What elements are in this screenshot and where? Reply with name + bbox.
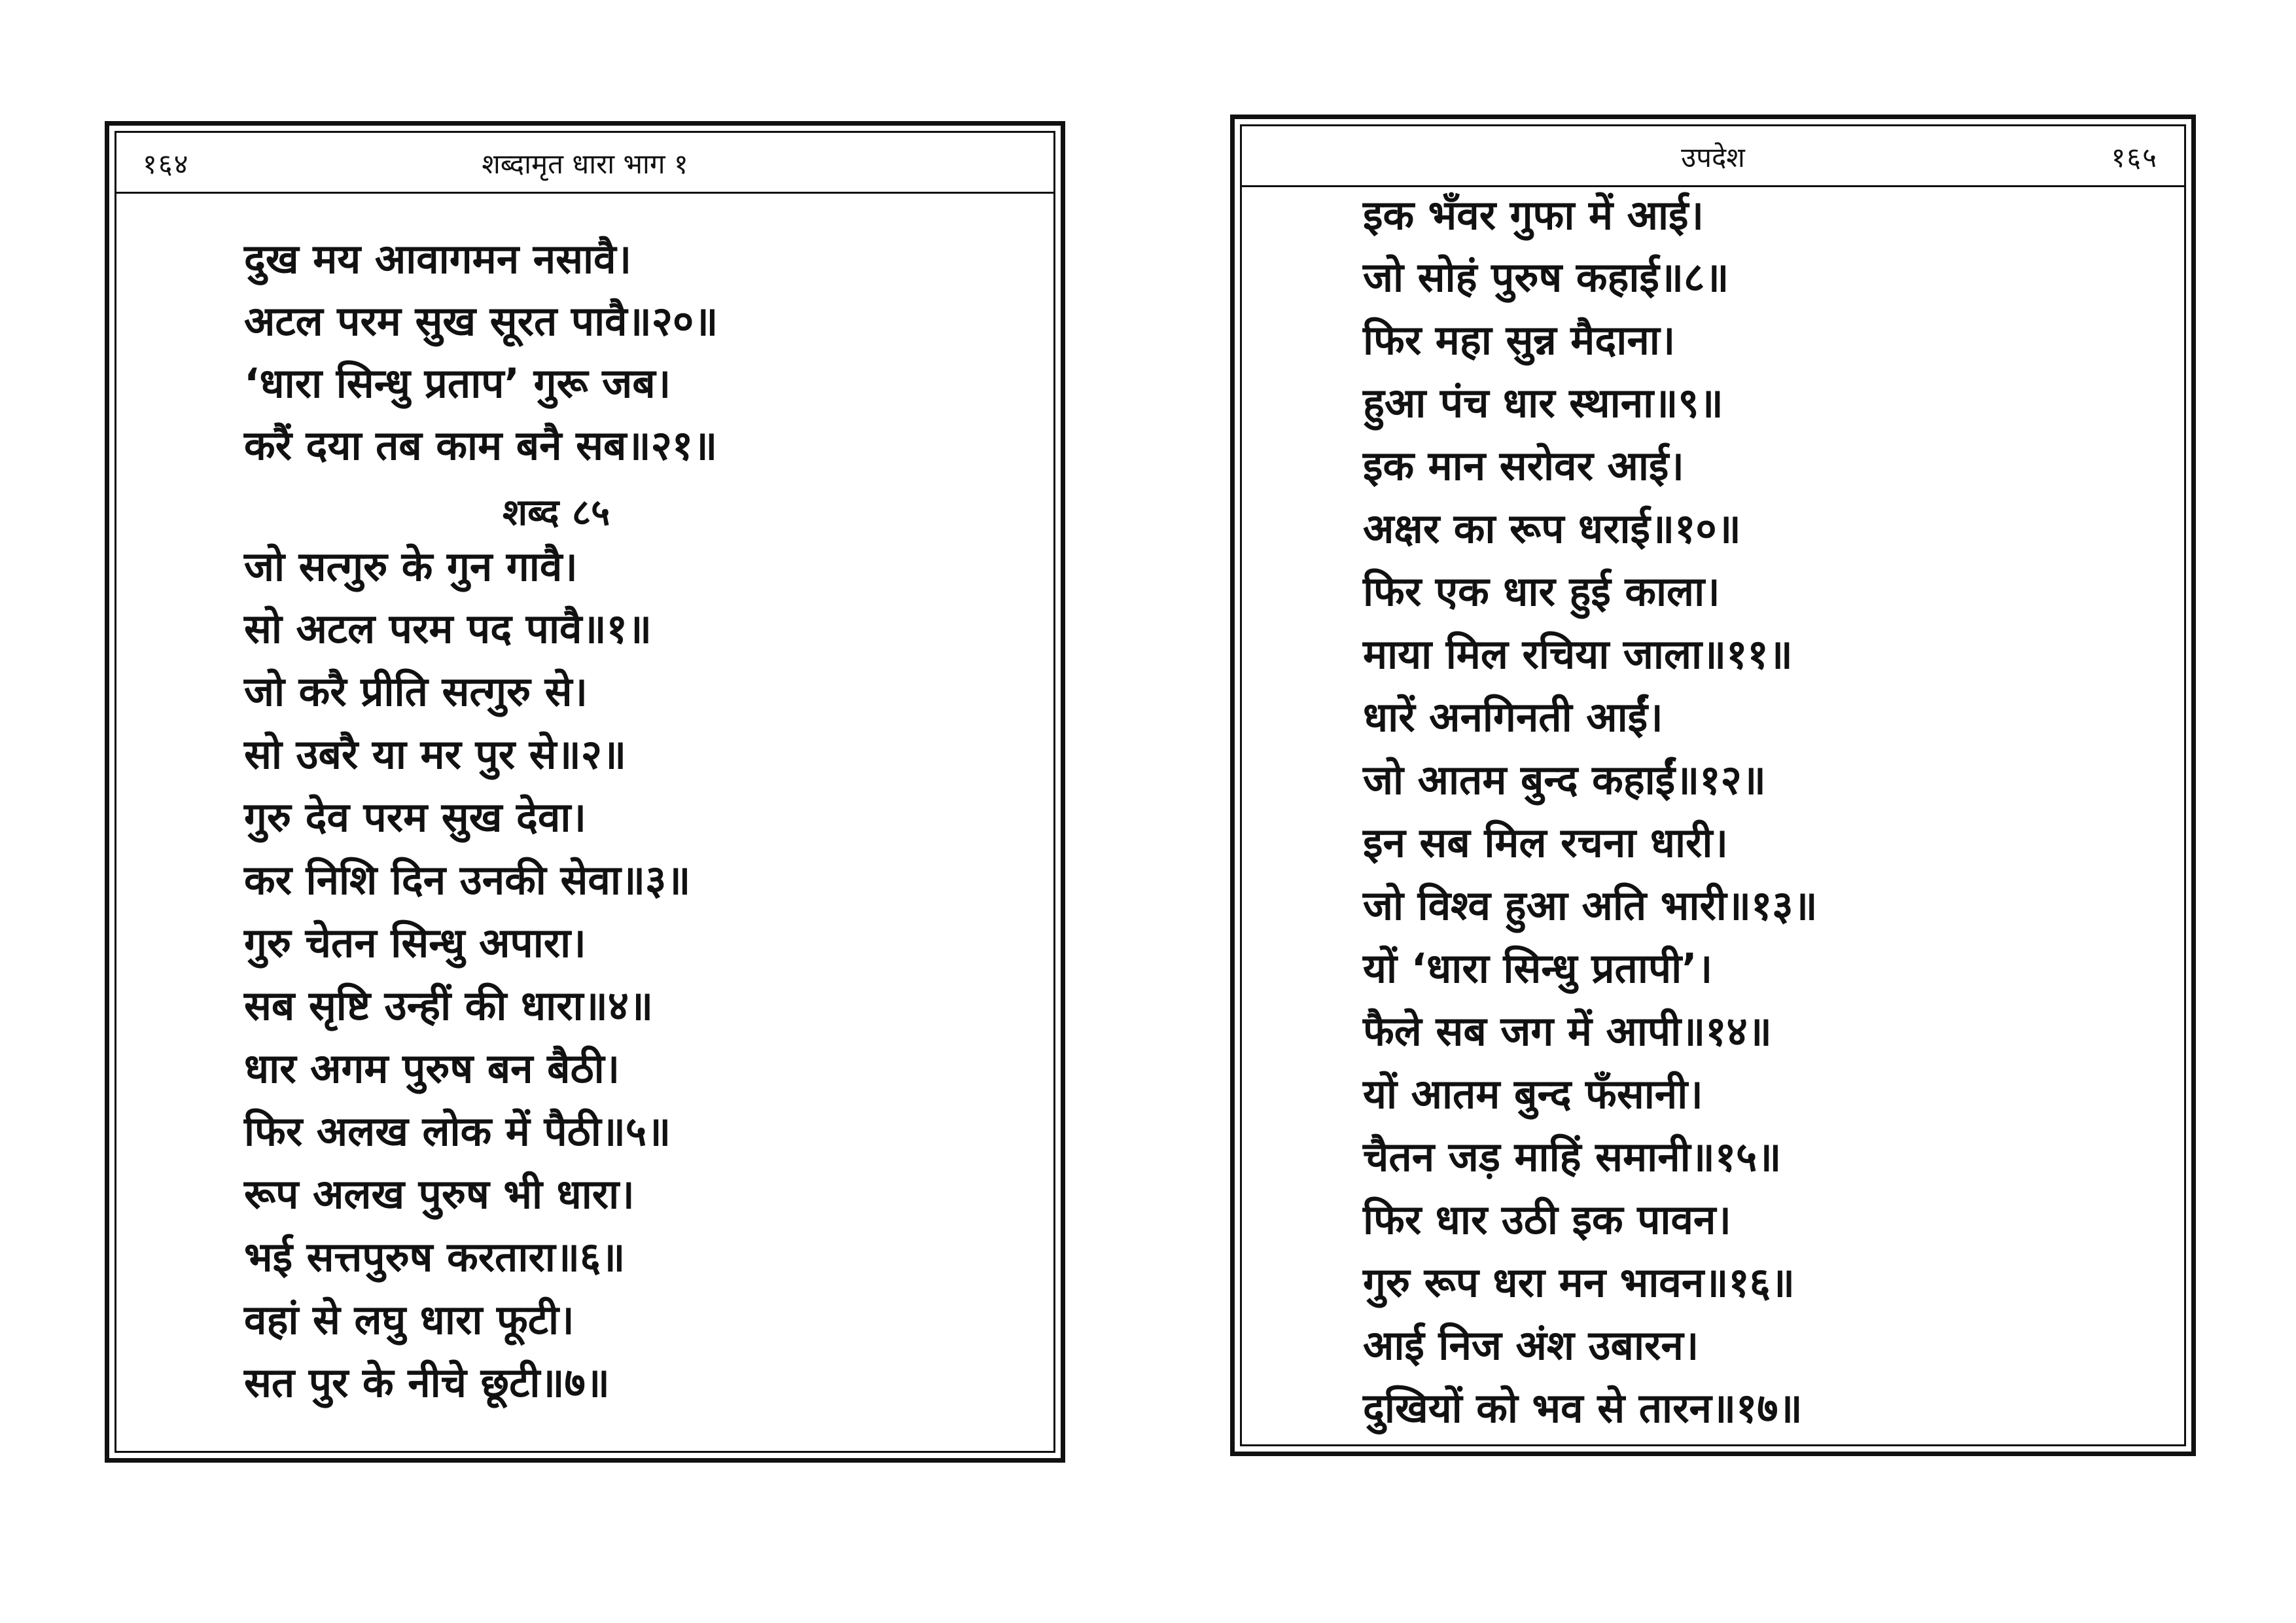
left-page-inner-border <box>115 131 1055 1453</box>
verse-line: धारें अनगिनती आईं। <box>1363 693 1663 741</box>
verse-line: इक मान सरोवर आई। <box>1363 442 1684 490</box>
verse-line: फिर एक धार हुई काला। <box>1363 567 1720 615</box>
left-page <box>105 121 1065 1463</box>
right-page-inner-border <box>1240 124 2186 1446</box>
verse-line: जो करै प्रीति सत्गुरु से। <box>244 668 588 715</box>
verse-line: गुरु देव परम सुख देवा। <box>244 793 586 841</box>
verse-line: फिर महा सुन्न मैदाना। <box>1363 316 1676 364</box>
verse-line: सो अटल परम पद पावै॥१॥ <box>244 605 652 652</box>
verse-line: दुख मय आवागमन नसावै। <box>244 235 632 283</box>
verse-line: दुखियों को भव से तारन॥१७॥ <box>1363 1384 1803 1432</box>
verse-line: अक्षर का रूप धराई॥१०॥ <box>1363 505 1741 552</box>
verse-line: फैले सब जग में आपी॥१४॥ <box>1363 1007 1772 1055</box>
verse-line: धार अगम पुरुष बन बैठी। <box>244 1044 620 1092</box>
verse-line: करैं दया तब काम बनै सब॥२१॥ <box>244 421 718 469</box>
verse-line: फिर धार उठी इक पावन। <box>1363 1196 1731 1243</box>
verse-line: गुरु रूप धरा मन भावन॥१६॥ <box>1363 1258 1795 1306</box>
verse-line: हुआ पंच धार स्थाना॥९॥ <box>1363 379 1723 427</box>
verse-line: माया मिल रचिया जाला॥११॥ <box>1363 630 1793 678</box>
verse-line: यों आतम बुन्द फँसानी। <box>1363 1070 1703 1118</box>
verse-line: सत पुर के नीचे छूटी॥७॥ <box>244 1359 610 1406</box>
verse-line: यों ‘धारा सिन्धु प्रतापी’। <box>1363 944 1713 992</box>
verse-line: सब सृष्टि उन्हीं की धारा॥४॥ <box>244 982 654 1029</box>
verse-line: कर निशि दिन उनकी सेवा॥३॥ <box>244 856 691 904</box>
left-running-title: शब्दामृत धारा भाग १ <box>482 148 688 180</box>
verse-line: इक भँवर गुफा में आई। <box>1363 191 1704 239</box>
verse-line: जो सोहं पुरुष कहाई॥८॥ <box>1363 253 1729 301</box>
verse-line: आई निज अंश उबारन। <box>1363 1321 1699 1369</box>
verse-line: फिर अलख लोक में पैठी॥५॥ <box>244 1107 671 1155</box>
verse-line: गुरु चेतन सिन्धु अपारा। <box>244 919 586 967</box>
verse-line: इन सब मिल रचना धारी। <box>1363 819 1728 866</box>
right-page <box>1230 115 2196 1456</box>
verse-line: वहां से लघु धारा फूटी। <box>244 1296 574 1344</box>
right-running-title: उपदेश <box>1681 141 1745 173</box>
verse-line: जो आतम बुन्द कहाईं॥१२॥ <box>1363 756 1766 804</box>
verse-line: जो सत्गुरु के गुन गावै। <box>244 543 578 590</box>
verse-line: चैतन जड़ माहिं समानी॥१५॥ <box>1363 1133 1782 1181</box>
verse-line: रूप अलख पुरुष भी धारा। <box>244 1170 635 1218</box>
right-page-number: १६५ <box>2111 141 2158 173</box>
left-page-header <box>116 133 1053 194</box>
left-page-number: १६४ <box>143 148 190 180</box>
verse-line: भई सत्तपुरुष करतारा॥६॥ <box>244 1233 626 1281</box>
verse-line: ‘धारा सिन्धु प्रताप’ गुरू जब। <box>244 359 671 407</box>
shabd-heading: शब्द ८५ <box>503 491 610 534</box>
verse-line: जो विश्व हुआ अति भारी॥१३॥ <box>1363 882 1818 929</box>
verse-line: सो उबरै या मर पुर से॥२॥ <box>244 730 627 778</box>
right-page-header <box>1242 126 2184 187</box>
verse-line: अटल परम सुख सूरत पावै॥२०॥ <box>244 297 718 345</box>
